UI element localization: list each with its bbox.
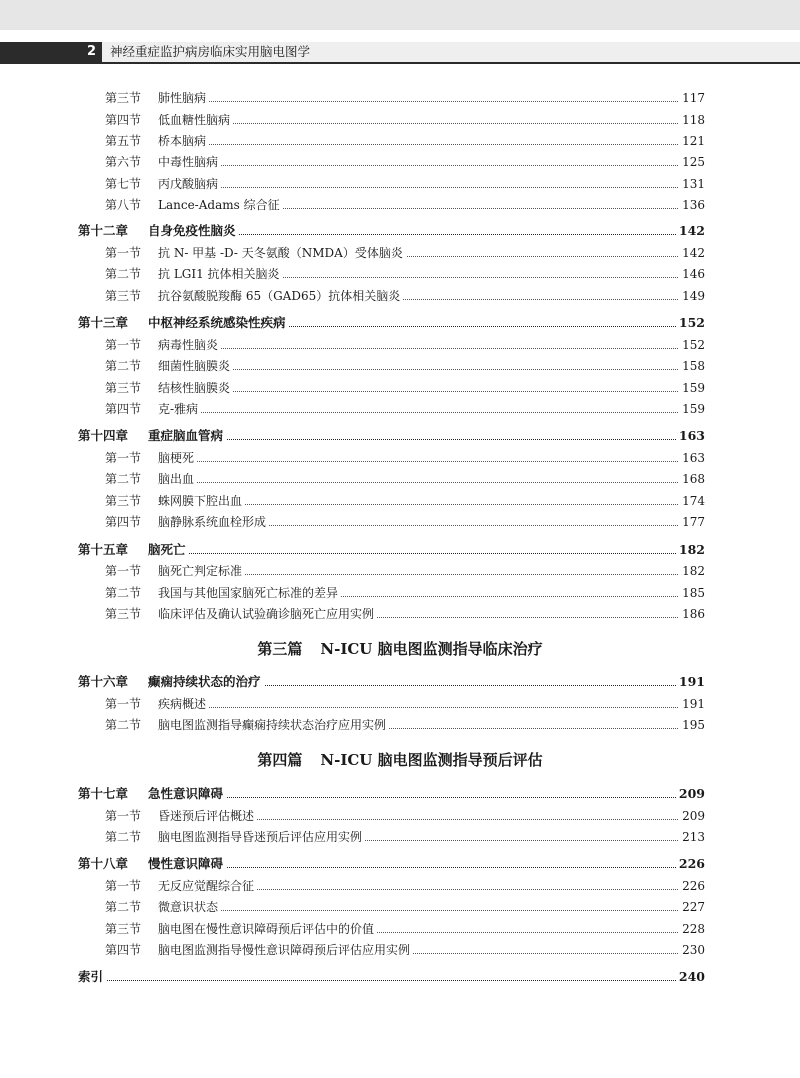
entry-label: 第五节 xyxy=(105,134,142,148)
entry-label: 第三节 xyxy=(105,381,142,395)
entry-page: 186 xyxy=(679,604,705,624)
section-entry[interactable] xyxy=(0,88,800,108)
entry-title: 脑电图监测指导癫痫持续状态治疗应用实例 xyxy=(158,715,389,735)
dot-leader xyxy=(158,187,704,188)
section-entry[interactable] xyxy=(0,715,800,735)
dot-leader xyxy=(158,369,704,370)
entry-page: 182 xyxy=(676,540,705,560)
entry-label: 第十四章 xyxy=(78,428,129,443)
section-entry[interactable] xyxy=(0,264,800,284)
dot-leader xyxy=(148,439,704,440)
entry-label: 第十二章 xyxy=(78,223,129,238)
entry-title: 急性意识障碍 xyxy=(148,784,226,804)
entry-page: 191 xyxy=(676,672,705,692)
entry-label: 第四节 xyxy=(105,515,142,529)
section-entry[interactable] xyxy=(0,897,800,917)
entry-page: 159 xyxy=(679,399,705,419)
entry-label: 第七节 xyxy=(105,177,142,191)
entry-title: 脑死亡 xyxy=(148,540,189,560)
entry-title: 脑死亡判定标准 xyxy=(158,561,245,581)
dot-leader xyxy=(158,391,704,392)
entry-label: 第三节 xyxy=(105,607,142,621)
chapter-entry[interactable] xyxy=(0,313,800,333)
section-entry[interactable] xyxy=(0,243,800,263)
entry-title: 脑电图监测指导慢性意识障碍预后评估应用实例 xyxy=(158,940,413,960)
entry-title: 脑梗死 xyxy=(158,448,197,468)
dot-leader xyxy=(158,123,704,124)
entry-page: 152 xyxy=(679,335,705,355)
entry-page: 121 xyxy=(679,131,705,151)
entry-label: 第三节 xyxy=(105,494,142,508)
section-entry[interactable] xyxy=(0,827,800,847)
entry-title: 细菌性脑膜炎 xyxy=(158,356,233,376)
entry-page: 118 xyxy=(679,110,705,130)
dot-leader xyxy=(158,101,704,102)
section-entry[interactable] xyxy=(0,919,800,939)
entry-page: 226 xyxy=(676,854,705,874)
entry-page: 163 xyxy=(679,448,705,468)
entry-title: 蛛网膜下腔出血 xyxy=(158,491,245,511)
section-entry[interactable] xyxy=(0,335,800,355)
section-entry[interactable] xyxy=(0,286,800,306)
entry-page: 226 xyxy=(679,876,705,896)
entry-title: 临床评估及确认试验确诊脑死亡应用实例 xyxy=(158,604,377,624)
entry-title: 中枢神经系统感染性疾病 xyxy=(148,313,289,333)
entry-label: 第四节 xyxy=(105,402,142,416)
entry-title: 中毒性脑病 xyxy=(158,152,221,172)
entry-page: 136 xyxy=(679,195,705,215)
part-label: 第四篇 xyxy=(257,751,303,769)
section-entry[interactable] xyxy=(0,694,800,714)
entry-label: 第四节 xyxy=(105,943,142,957)
entry-title: 脑电图在慢性意识障碍预后评估中的价值 xyxy=(158,919,377,939)
entry-title: 疾病概述 xyxy=(158,694,209,714)
book-title: 神经重症监护病房临床实用脑电图学 xyxy=(110,44,311,59)
entry-label: 第二节 xyxy=(105,900,142,914)
entry-page: 125 xyxy=(679,152,705,172)
dot-leader xyxy=(78,980,704,981)
section-entry[interactable] xyxy=(0,356,800,376)
part-heading xyxy=(0,637,800,661)
entry-title: 抗 LGI1 抗体相关脑炎 xyxy=(158,264,283,284)
entry-title: 脑静脉系统血栓形成 xyxy=(158,512,269,532)
entry-title: 我国与其他国家脑死亡标准的差异 xyxy=(158,583,341,603)
entry-page: 117 xyxy=(679,88,705,108)
part-title: N-ICU 脑电图监测指导临床治疗 xyxy=(320,640,543,658)
entry-label: 第十五章 xyxy=(78,542,129,557)
entry-page: 168 xyxy=(679,469,705,489)
entry-label: 第一节 xyxy=(105,809,142,823)
section-entry[interactable] xyxy=(0,491,800,511)
entry-title: 索引 xyxy=(78,967,106,987)
entry-title: 桥本脑病 xyxy=(158,131,209,151)
page-number: 2 xyxy=(0,42,102,62)
entry-label: 第二节 xyxy=(105,359,142,373)
entry-page: 158 xyxy=(679,356,705,376)
entry-title: 克-雅病 xyxy=(158,399,201,419)
chapter-entry[interactable] xyxy=(0,784,800,804)
part-title: N-ICU 脑电图监测指导预后评估 xyxy=(320,751,543,769)
entry-title: 抗谷氨酸脱羧酶 65（GAD65）抗体相关脑炎 xyxy=(158,286,403,306)
entry-title: 昏迷预后评估概述 xyxy=(158,806,257,826)
entry-page: 174 xyxy=(679,491,705,511)
entry-page: 240 xyxy=(676,967,705,987)
entry-label: 第二节 xyxy=(105,472,142,486)
section-entry[interactable] xyxy=(0,131,800,151)
entry-page: 191 xyxy=(679,694,705,714)
section-entry[interactable] xyxy=(0,399,800,419)
entry-label: 第一节 xyxy=(105,246,142,260)
entry-label: 第一节 xyxy=(105,564,142,578)
section-entry[interactable] xyxy=(0,448,800,468)
entry-page: 209 xyxy=(676,784,705,804)
section-entry[interactable] xyxy=(0,561,800,581)
entry-title: 病毒性脑炎 xyxy=(158,335,221,355)
section-entry[interactable] xyxy=(0,110,800,130)
entry-label: 第一节 xyxy=(105,338,142,352)
entry-label: 第十六章 xyxy=(78,674,129,689)
entry-page: 182 xyxy=(679,561,705,581)
entry-page: 209 xyxy=(679,806,705,826)
section-entry[interactable] xyxy=(0,604,800,624)
dot-leader xyxy=(158,910,704,911)
entry-page: 195 xyxy=(679,715,705,735)
dot-leader xyxy=(158,165,704,166)
entry-title: 自身免疫性脑炎 xyxy=(148,221,239,241)
section-entry[interactable] xyxy=(0,940,800,960)
entry-page: 228 xyxy=(679,919,705,939)
entry-title: 脑出血 xyxy=(158,469,197,489)
entry-label: 第四节 xyxy=(105,113,142,127)
entry-label: 第一节 xyxy=(105,879,142,893)
entry-label: 第一节 xyxy=(105,697,142,711)
entry-label: 第六节 xyxy=(105,155,142,169)
entry-page: 177 xyxy=(679,512,705,532)
chapter-entry[interactable] xyxy=(0,540,800,560)
entry-title: 抗 N- 甲基 -D- 天冬氨酸（NMDA）受体脑炎 xyxy=(158,243,406,263)
entry-title: 脑电图监测指导昏迷预后评估应用实例 xyxy=(158,827,365,847)
entry-page: 152 xyxy=(676,313,705,333)
part-label: 第三篇 xyxy=(257,640,303,658)
entry-title: Lance-Adams 综合征 xyxy=(158,195,283,215)
entry-title: 肺性脑病 xyxy=(158,88,209,108)
dot-leader xyxy=(158,461,704,462)
dot-leader xyxy=(158,348,704,349)
entry-label: 第十八章 xyxy=(78,856,129,871)
entry-title: 癫痫持续状态的治疗 xyxy=(148,672,264,692)
chapter-entry[interactable] xyxy=(0,426,800,446)
entry-page: 142 xyxy=(679,243,705,263)
section-entry[interactable] xyxy=(0,378,800,398)
dot-leader xyxy=(148,867,704,868)
entry-label: 第十三章 xyxy=(78,315,129,330)
section-entry[interactable] xyxy=(0,174,800,194)
entry-page: 163 xyxy=(676,426,705,446)
chapter-entry[interactable] xyxy=(0,967,800,987)
entry-label: 第二节 xyxy=(105,718,142,732)
section-entry[interactable] xyxy=(0,876,800,896)
chapter-entry[interactable] xyxy=(0,854,800,874)
entry-label: 第二节 xyxy=(105,830,142,844)
dot-leader xyxy=(158,707,704,708)
dot-leader xyxy=(158,144,704,145)
entry-page: 185 xyxy=(679,583,705,603)
entry-title: 低血糖性脑病 xyxy=(158,110,233,130)
dot-leader xyxy=(158,482,704,483)
entry-label: 第十七章 xyxy=(78,786,129,801)
part-heading xyxy=(0,748,800,772)
entry-label: 第二节 xyxy=(105,586,142,600)
dot-leader xyxy=(148,797,704,798)
section-entry[interactable] xyxy=(0,583,800,603)
entry-page: 131 xyxy=(679,174,705,194)
entry-page: 213 xyxy=(679,827,705,847)
entry-page: 230 xyxy=(679,940,705,960)
entry-title: 微意识状态 xyxy=(158,897,221,917)
entry-title: 无反应觉醒综合征 xyxy=(158,876,257,896)
entry-label: 第一节 xyxy=(105,451,142,465)
entry-label: 第八节 xyxy=(105,198,142,212)
entry-label: 第三节 xyxy=(105,289,142,303)
entry-label: 第二节 xyxy=(105,267,142,281)
entry-title: 丙戊酸脑病 xyxy=(158,174,221,194)
section-entry[interactable] xyxy=(0,512,800,532)
entry-page: 159 xyxy=(679,378,705,398)
section-entry[interactable] xyxy=(0,152,800,172)
entry-label: 第三节 xyxy=(105,922,142,936)
entry-page: 227 xyxy=(679,897,705,917)
entry-title: 慢性意识障碍 xyxy=(148,854,226,874)
chapter-entry[interactable] xyxy=(0,672,800,692)
section-entry[interactable] xyxy=(0,806,800,826)
entry-label: 第三节 xyxy=(105,91,142,105)
dot-leader xyxy=(158,412,704,413)
entry-title: 重症脑血管病 xyxy=(148,426,226,446)
chapter-entry[interactable] xyxy=(0,221,800,241)
entry-page: 142 xyxy=(676,221,705,241)
entry-title: 结核性脑膜炎 xyxy=(158,378,233,398)
section-entry[interactable] xyxy=(0,195,800,215)
entry-page: 146 xyxy=(679,264,705,284)
section-entry[interactable] xyxy=(0,469,800,489)
dot-leader xyxy=(148,553,704,554)
entry-page: 149 xyxy=(679,286,705,306)
